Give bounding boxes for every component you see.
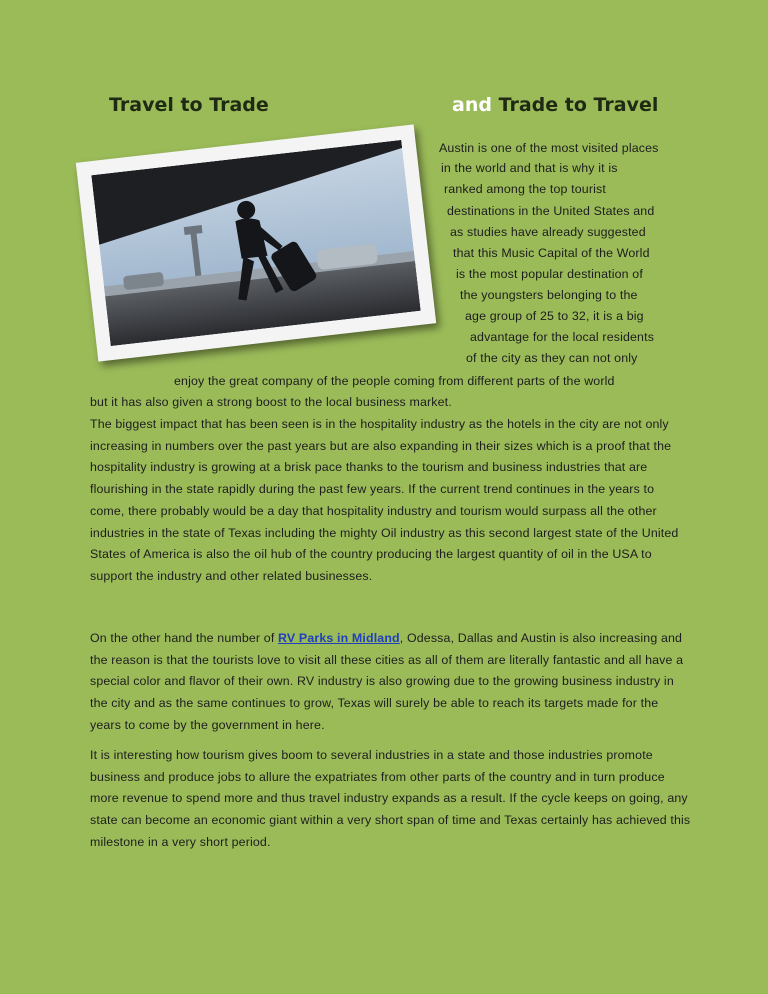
traveler-photo-frame	[76, 124, 436, 361]
intro-line: advantage for the local residents	[470, 330, 655, 344]
traveler-photo	[91, 140, 420, 346]
title-and: and	[452, 94, 492, 116]
paragraph-rv-parks	[90, 628, 692, 737]
title-part-2-wrapper	[452, 94, 658, 116]
intro-line: as studies have already suggested	[450, 225, 646, 239]
intro-line: in the world and that is why it is	[441, 161, 618, 175]
intro-line: enjoy the great company of the people coming from different parts of the world	[174, 374, 615, 388]
intro-line: of the city as they can not only	[466, 351, 638, 365]
intro-line: ranked among the top tourist	[444, 182, 606, 196]
traveler-photo-icon	[91, 140, 420, 346]
intro-line: the youngsters belonging to the	[460, 288, 638, 302]
paragraph-rv-text-after: , Odessa, Dallas and Austin is also increasing and the reason is that the tourists love to visit all these cities as all of them are literally fantastic and all have a special color and flavor of their own. RV industry is also growing due to the growing business industry in the city and as the same continues to grow, Texas will surely be able to reach its targets made for the years to come by the government in here.	[90, 631, 684, 732]
page-title	[109, 94, 669, 120]
paragraph-rv-text-before: On the other hand the number of	[90, 631, 279, 645]
intro-line: that this Music Capital of the World	[453, 246, 650, 260]
intro-line: destinations in the United States and	[447, 204, 655, 218]
intro-line: is the most popular destination of	[456, 267, 643, 281]
intro-line: age group of 25 to 32, it is a big	[465, 309, 644, 323]
intro-line: but it has also given a strong boost to the local business market.	[90, 395, 452, 409]
rv-parks-midland-link[interactable]: RV Parks in Midland	[278, 631, 400, 645]
title-part-1: Travel to Trade	[109, 94, 269, 116]
paragraph-tourism-boom: It is interesting how tourism gives boom to several industries in a state and those industries promote business and produce jobs to allure the expatriates from other parts of the country and in turn produce more revenue to spend more and thus travel industry expands as a result. If the cycle keeps on going, any state can become an economic giant within a very short span of time and Texas certainly has achieved this milestone in a very short period.	[90, 748, 691, 849]
title-part-2: Trade to Travel	[498, 94, 659, 116]
paragraph-hospitality: The biggest impact that has been seen is in the hospitality industry as the hotels in the city are not only increasing in numbers over the past years but are also expanding in their sizes which is a proof that the hospitality industry is growing at a brisk pace thanks to the tourism and business industries that are flourishing in the state rapidly during the past few years. If the current trend continues in the years to come, there probably would be a day that hospitality industry and tourism would surpass all the other industries in the state of Texas including the mighty Oil industry as this second largest state of the United States of America is also the oil hub of the country producing the largest quantity of oil in the USA to support the industry and other related businesses.	[90, 417, 679, 583]
intro-line: Austin is one of the most visited places	[439, 141, 659, 155]
